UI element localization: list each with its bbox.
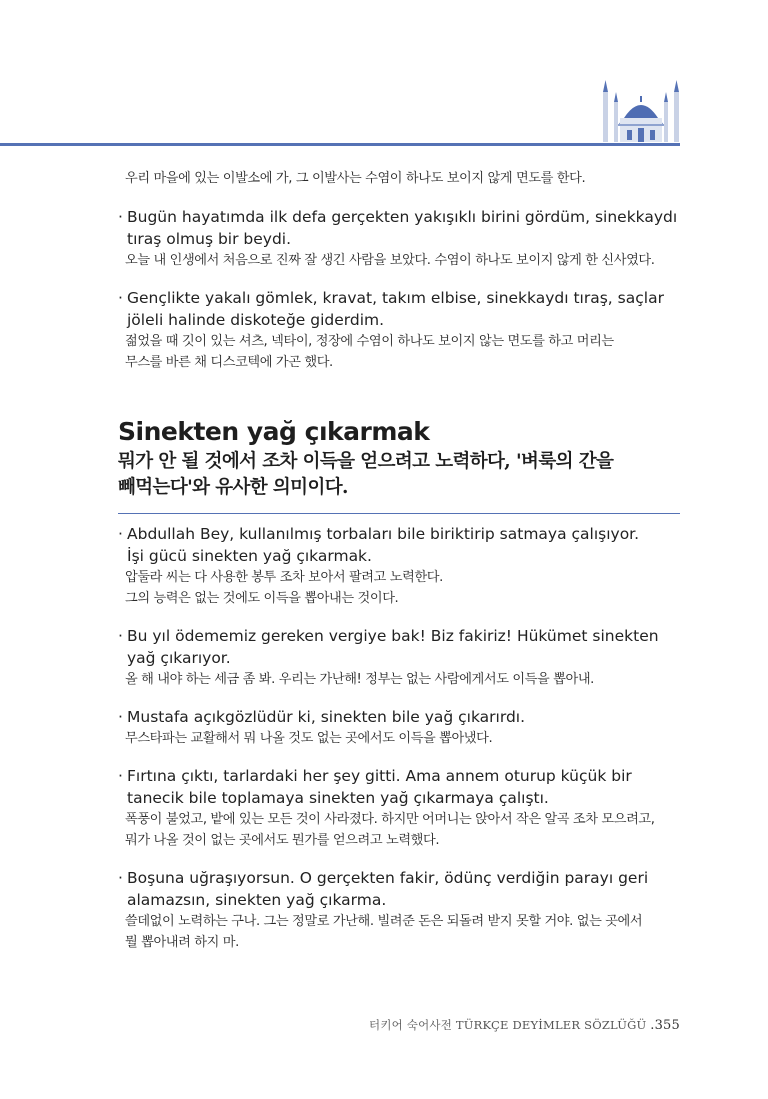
turkish-sentence: Gençlikte yakalı gömlek, kravat, takım elbise, sinekkaydı tıraş, saçlar (127, 289, 664, 307)
korean-translation: 무스를 바른 채 디스코텍에 가곤 했다. (125, 355, 333, 370)
mosque-icon (600, 78, 682, 144)
korean-translation: 그의 능력은 없는 것에도 이득을 뽑아내는 것이다. (125, 591, 399, 606)
example-sentence: · Abdullah Bey, kullanılmış torbaları bile biriktirip satmaya çalışıyor. İşi gücü sinekten yağ çıkarmak. 압둘라 씨는 다 사용한 봉투 조차 보아서 팔려고 노력한다. 그의 능력은 없는 것에도 이득을 뽑아내는 것이다. (118, 523, 693, 609)
idiom-meaning: 뭐가 안 될 것에서 조차 이득을 얻으려고 노력하다, '벼룩의 간을 빼먹는다'와 유사한 의미이다. (118, 451, 614, 498)
page-footer (369, 1017, 680, 1033)
example-sentence: · Mustafa açıkgözlüdür ki, sinekten bile yağ çıkarırdı. 무스타파는 교활해서 뭐 나올 것도 없는 곳에서도 이득을 뽑아냈다. (118, 706, 693, 749)
section-divider (118, 513, 680, 514)
turkish-sentence: İşi gücü sinekten yağ çıkarmak. (127, 547, 372, 565)
example-sentence: · Gençlikte yakalı gömlek, kravat, takım elbise, sinekkaydı tıraş, saçlar jöleli halinde diskoteğe giderdim. 젊었을 때 깃이 있는 셔츠, 넥타이, 정장에 수염이 하나도 보이지 않는 면도를 하고 머리는 무스를 바른 채 디스코텍에 가곤 했다. (118, 287, 693, 373)
korean-translation: 압둘라 씨는 다 사용한 봉투 조차 보아서 팔려고 노력한다. (125, 570, 443, 585)
example-sentence: · Bu yıl ödememiz gereken vergiye bak! Biz fakiriz! Hükümet sinekten yağ çıkarıyor. 올 해 내야 하는 세금 좀 봐. 우리는 가난해! 정부는 없는 사람에게서도 이득을 뽑아내. (118, 625, 693, 690)
example-sentence: · Boşuna uğraşıyorsun. O gerçekten fakir, ödünç verdiğin parayı geri alamazsın, sinekten yağ çıkarma. 쓸데없이 노력하는 구나. 그는 정말로 가난해. 빌려준 돈은 되돌려 받지 못할 거야. 없는 곳에서 뭘 뽑아내려 하지 마. (118, 867, 693, 953)
turkish-sentence: jöleli halinde diskoteğe giderdim. (127, 311, 385, 329)
korean-translation: 올 해 내야 하는 세금 좀 봐. 우리는 가난해! 정부는 없는 사람에게서도 이득을 뽑아내. (125, 672, 594, 687)
idiom-title: Sinekten yağ çıkarmak (118, 417, 430, 446)
page-content (118, 168, 693, 953)
turkish-sentence: Boşuna uğraşıyorsun. O gerçekten fakir, ödünç verdiğin parayı geri (127, 869, 649, 887)
turkish-sentence: tıraş olmuş bir beydi. (127, 230, 292, 248)
korean-translation: 우리 마을에 있는 이발소에 가, 그 이발사는 수염이 하나도 보이지 않게 면도를 한다. (125, 171, 586, 186)
turkish-sentence: Mustafa açıkgözlüdür ki, sinekten bile yağ çıkarırdı. (127, 708, 526, 726)
korean-translation: 폭풍이 불었고, 밭에 있는 모든 것이 사라졌다. 하지만 어머니는 앉아서 작은 알곡 조차 모으려고, (125, 812, 655, 827)
korean-translation: 쓸데없이 노력하는 구나. 그는 정말로 가난해. 빌려준 돈은 되돌려 받지 못할 거야. 없는 곳에서 (125, 914, 643, 929)
turkish-sentence: tanecik bile toplamaya sinekten yağ çıkarmaya çalıştı. (127, 789, 549, 807)
korean-translation: 무스타파는 교활해서 뭐 나올 것도 없는 곳에서도 이득을 뽑아냈다. (125, 731, 493, 746)
page-number: .355 (650, 1018, 680, 1033)
turkish-sentence: Bugün hayatımda ilk defa gerçekten yakışıklı birini gördüm, sinekkaydı (127, 208, 678, 226)
example-sentence: · Fırtına çıktı, tarlardaki her şey gitti. Ama annem oturup küçük bir tanecik bile toplamaya sinekten yağ çıkarmaya çalıştı. 폭풍이 불었고, 밭에 있는 모든 것이 사라졌다. 하지만 어머니는 앉아서 작은 알곡 조차 모으려고, 뭐가 나올 것이 없는 곳에서도 뭔가를 얻으려고 노력했다. (118, 765, 693, 851)
turkish-sentence: alamazsın, sinekten yağ çıkarma. (127, 891, 387, 909)
book-title: 터키어 숙어사전 TÜRKÇE DEYİMLER SÖZLÜĞÜ (369, 1018, 647, 1032)
turkish-sentence: yağ çıkarıyor. (127, 649, 231, 667)
turkish-sentence: Bu yıl ödememiz gereken vergiye bak! Biz fakiriz! Hükümet sinekten (127, 627, 659, 645)
korean-translation: 뭘 뽑아내려 하지 마. (125, 935, 239, 950)
korean-translation: 젊었을 때 깃이 있는 셔츠, 넥타이, 정장에 수염이 하나도 보이지 않는 면도를 하고 머리는 (125, 334, 614, 349)
header-rule (0, 143, 680, 146)
example-sentence: · Bugün hayatımda ilk defa gerçekten yakışıklı birini gördüm, sinekkaydı tıraş olmuş bir beydi. 오늘 내 인생에서 처음으로 진짜 잘 생긴 사람을 보았다. 수염이 하나도 보이지 않게 한 신사였다. (118, 206, 693, 271)
turkish-sentence: Abdullah Bey, kullanılmış torbaları bile biriktirip satmaya çalışıyor. (127, 525, 640, 543)
korean-translation: 오늘 내 인생에서 처음으로 진짜 잘 생긴 사람을 보았다. 수염이 하나도 보이지 않게 한 신사였다. (125, 253, 655, 268)
turkish-sentence: Fırtına çıktı, tarlardaki her şey gitti. Ama annem oturup küçük bir (127, 767, 632, 785)
korean-translation: 뭐가 나올 것이 없는 곳에서도 뭔가를 얻으려고 노력했다. (125, 833, 440, 848)
